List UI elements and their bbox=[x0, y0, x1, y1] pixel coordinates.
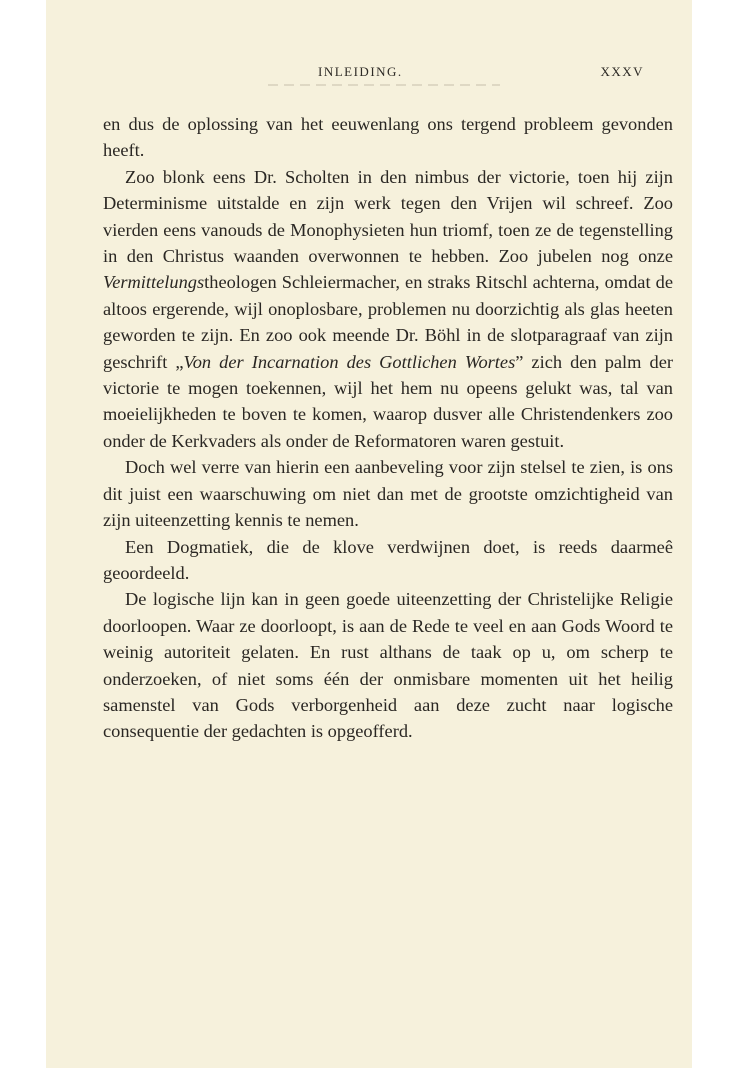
italic-book-title: Von der Incarnation des Gottlichen Wortes bbox=[183, 351, 516, 372]
paragraph-dogmatiek: Een Dogmatiek, die de klove verdwijnen doet, is reeds daarmeê geoordeeld. bbox=[103, 536, 673, 583]
page-number: XXXV bbox=[600, 64, 644, 79]
paragraph-logische-lijn: De logische lijn kan in geen goede uiteenzetting der Christelijke Religie doorloopen. Waar ze doorloopt, is aan de Rede te veel en aan Gods Woord te weinig autoriteit gelaten. En rust althans de taak op u, om scherp te onderzoeken, of niet soms één der onmisbare momenten uit het heilig samenstel van Gods verborgenheid aan deze zucht naar logische consequentie der gedachten is opgeofferd. bbox=[103, 589, 673, 742]
paragraph-warning: Doch wel verre van hierin een aanbeveling voor zijn stelsel te zien, is ons dit juist een waarschuwing om niet dan met de grootste omzichtigheid van zijn uiteenzetting kennis te nemen. bbox=[103, 457, 673, 531]
paragraph-text: Zoo blonk eens Dr. Scholten in den nimbus der victorie, toen hij zijn Determinisme uitstalde en zijn werk tegen den Vrijen wil schreef. Zoo vierden eens vanouds de Monophysieten hun triomf, toen ze de tegenstelling in den Christus waanden overwonnen te hebben. Zoo jubelen nog onze bbox=[103, 166, 673, 267]
paragraph-scholten bbox=[103, 164, 673, 454]
body-text bbox=[103, 111, 673, 745]
header-ornament bbox=[268, 84, 500, 86]
paragraph-text: theologen Schleiermacher, en straks Ritschl achterna, omdat de altoos ergerende, wijl onoplosbare, problemen nu doorzichtig als glas heeten geworden te zijn. En zoo ook meende Dr. Böhl in de slotparagraaf van zijn geschrift „ bbox=[103, 272, 673, 372]
chapter-title: INLEIDING. bbox=[318, 64, 403, 79]
italic-term: Vermittelungs bbox=[103, 272, 205, 293]
paragraph-text: ” zich den palm der victorie te mogen toekennen, wijl het hem nu opeens gelukt was, tal van moeielijkheden te boven te komen, waarop dusver alle Christendenkers zoo onder de Kerkvaders als onder de Reformatoren waren gestuit. bbox=[103, 351, 673, 451]
paragraph-continued: en dus de oplossing van het eeuwenlang ons tergend probleem gevonden heeft. bbox=[103, 114, 673, 161]
book-page bbox=[46, 0, 692, 1068]
running-header bbox=[46, 64, 692, 84]
